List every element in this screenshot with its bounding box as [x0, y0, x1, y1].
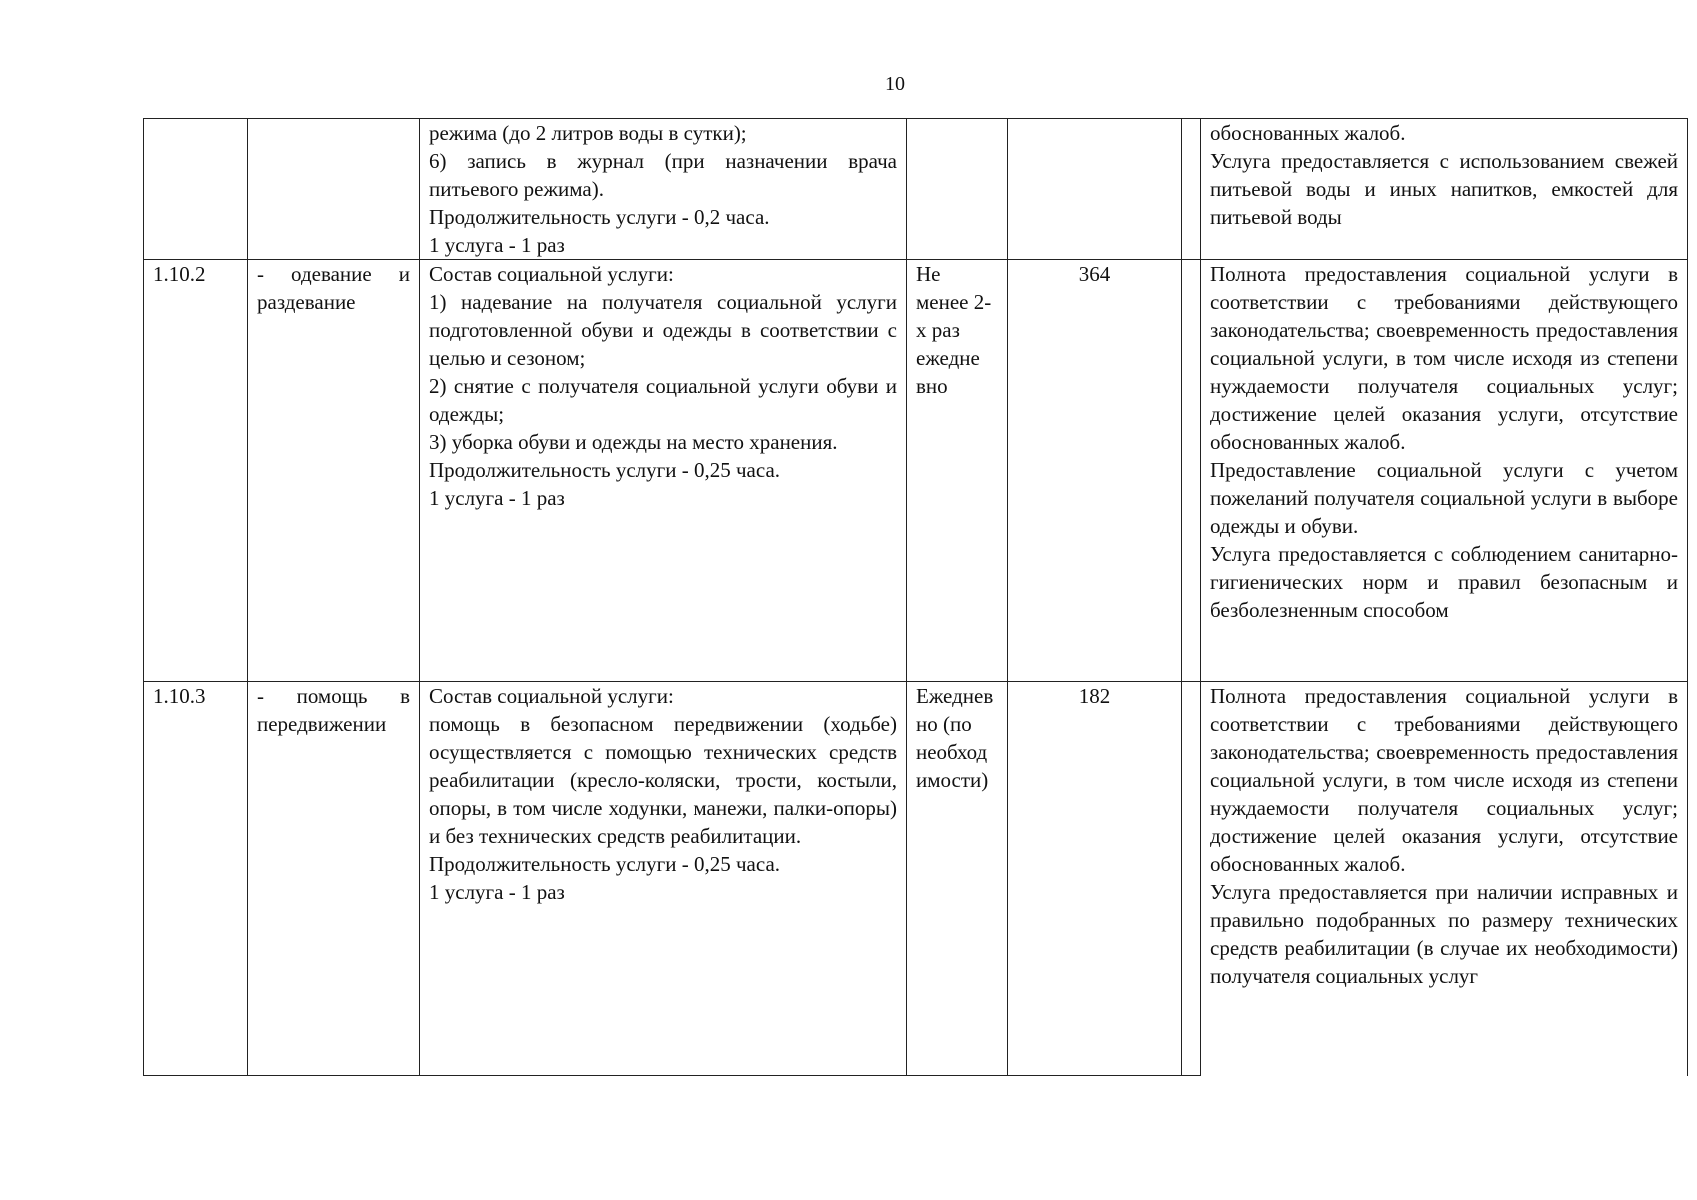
service-content-cell: [420, 682, 907, 1076]
frequency-text: Ежеднев но (по необход имости): [916, 684, 994, 792]
quality-paragraph: Услуга предоставляется с использованием свежей питьевой воды и иных напитков, емкостей для питьевой воды: [1210, 149, 1678, 229]
content-paragraph: Продолжительность услуги - 0,2 часа.: [429, 205, 770, 229]
amount-text: 182: [1078, 684, 1111, 708]
amount-text: 364: [1078, 262, 1111, 286]
table-row: [144, 119, 1688, 260]
quality-cell: [1201, 682, 1688, 1076]
content-paragraph: 1 услуга - 1 раз: [429, 880, 565, 904]
content-paragraph: Продолжительность услуги - 0,25 часа.: [429, 458, 781, 482]
content-paragraph: помощь в безопасном передвижении (ходьбе) осуществляется с помощью технических средств реабилитации (кресло-коляски, трости, костыли, опоры, в том числе ходунки, манежи, палки-опоры) и без технических средств реабилитации.: [429, 712, 897, 848]
content-paragraph: режима (до 2 литров воды в сутки);: [429, 121, 747, 145]
row-number-cell: [144, 682, 248, 1076]
service-name: - одевание и раздевание: [257, 262, 410, 314]
row-number-cell: [144, 119, 248, 260]
content-paragraph: Продолжительность услуги - 0,25 часа.: [429, 852, 781, 876]
content-paragraph: 2) снятие с получателя социальной услуги обуви и одежды;: [429, 374, 897, 426]
services-table: [143, 118, 1688, 1076]
row-number: 1.10.2: [153, 262, 206, 286]
row-number: 1.10.3: [153, 684, 206, 708]
amount-cell: [1008, 260, 1182, 682]
frequency-cell: [907, 682, 1008, 1076]
table-row: [144, 682, 1688, 1076]
content-paragraph: Состав социальной услуги:: [429, 262, 674, 286]
content-paragraph: 1 услуга - 1 раз: [429, 233, 565, 257]
quality-paragraph: Полнота предоставления социальной услуги в соответствии с требованиями действующего законодательства; своевременность предоставления социальной услуги, в том числе исходя из степени нуждаемости получателя социальных услуг; достижение целей оказания услуги, отсутствие обоснованных жалоб.: [1210, 684, 1678, 876]
row-number-cell: [144, 260, 248, 682]
frequency-cell: [907, 260, 1008, 682]
amount-cell: [1008, 682, 1182, 1076]
quality-paragraph: обоснованных жалоб.: [1210, 121, 1406, 145]
content-paragraph: 3) уборка обуви и одежды на место хранения.: [429, 430, 838, 454]
quality-paragraph: Предоставление социальной услуги с учетом пожеланий получателя социальной услуги в выборе одежды и обуви.: [1210, 458, 1678, 538]
frequency-cell: [907, 119, 1008, 260]
content-paragraph: 1 услуга - 1 раз: [429, 486, 565, 510]
quality-cell: [1201, 260, 1688, 682]
blank-cell: [1182, 119, 1201, 260]
quality-cell: [1201, 119, 1688, 260]
table-row: [144, 260, 1688, 682]
blank-cell: [1182, 682, 1201, 1076]
frequency-text: Не менее 2-х раз ежедне вно: [916, 262, 992, 398]
page-number: 10: [885, 73, 905, 95]
quality-paragraph: Полнота предоставления социальной услуги в соответствии с требованиями действующего законодательства; своевременность предоставления социальной услуги, в том числе исходя из степени нуждаемости получателя социальных услуг; достижение целей оказания услуги, отсутствие обоснованных жалоб.: [1210, 262, 1678, 454]
service-name: - помощь в передвижении: [257, 684, 410, 736]
quality-paragraph: Услуга предоставляется с соблюдением санитарно-гигиенических норм и правил безопасным и безболезненным способом: [1210, 542, 1678, 622]
service-content-cell: [420, 260, 907, 682]
service-name-cell: [248, 119, 420, 260]
service-name-cell: [248, 682, 420, 1076]
blank-cell: [1182, 260, 1201, 682]
amount-cell: [1008, 119, 1182, 260]
content-paragraph: Состав социальной услуги:: [429, 684, 674, 708]
service-content-cell: [420, 119, 907, 260]
content-paragraph: 6) запись в журнал (при назначении врача питьевого режима).: [429, 149, 897, 201]
content-paragraph: 1) надевание на получателя социальной услуги подготовленной обуви и одежды в соответствии с целью и сезоном;: [429, 290, 897, 370]
service-name-cell: [248, 260, 420, 682]
quality-paragraph: Услуга предоставляется при наличии исправных и правильно подобранных по размеру технических средств реабилитации (в случае их необходимости) получателя социальных услуг: [1210, 880, 1678, 988]
